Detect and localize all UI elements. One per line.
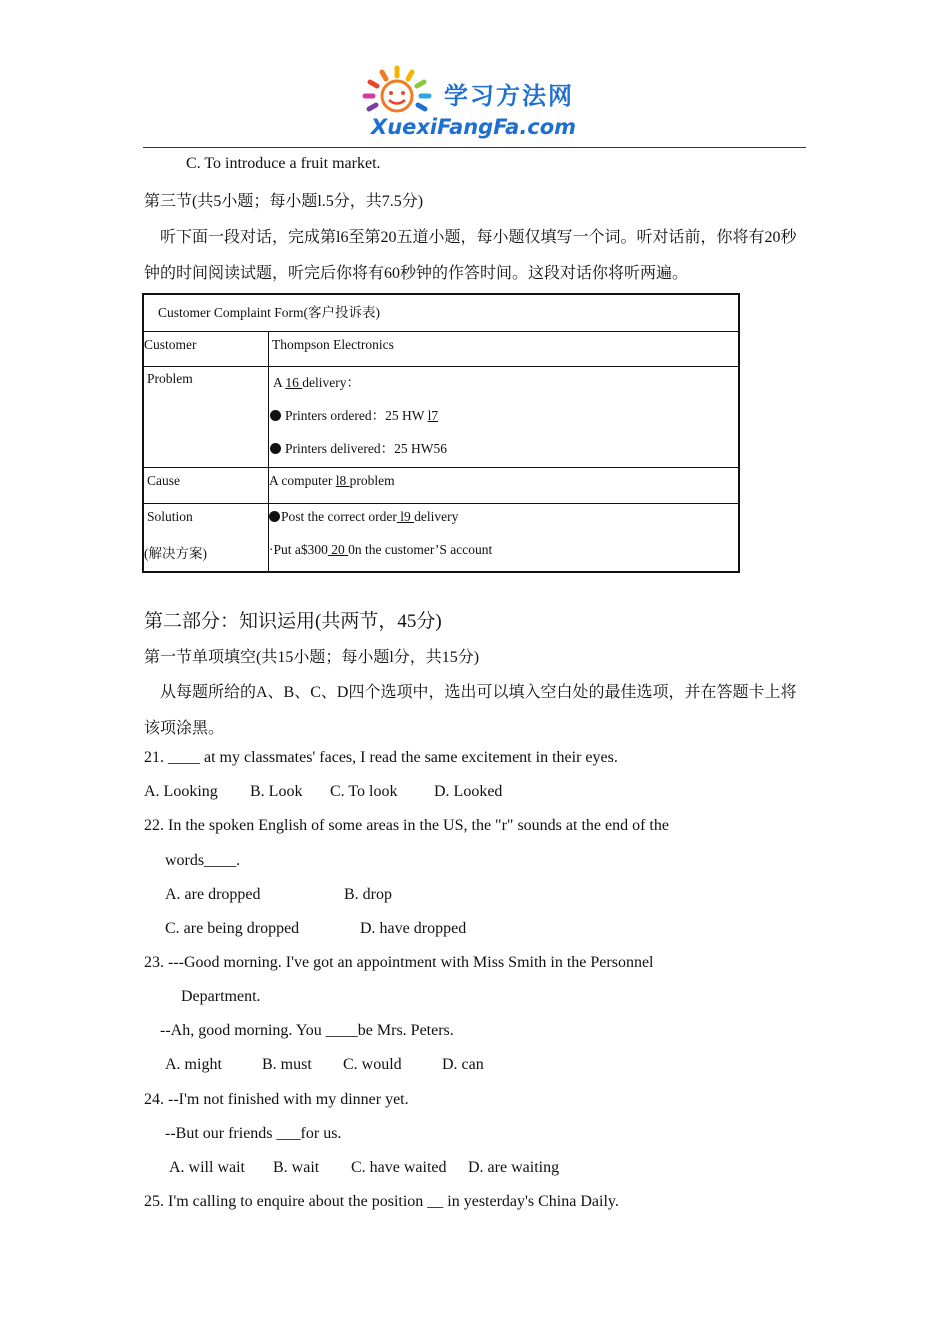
option-a: A. will wait	[169, 1159, 245, 1176]
option-c: C. are being dropped	[165, 920, 300, 937]
section-heading: 第一节单项填空(共15小题；每小题l分，共15分)	[144, 649, 480, 666]
blank-18: l8	[335, 473, 350, 488]
question-24: 24. --I'm not finished with my dinner yet.	[144, 1091, 409, 1108]
option-d: D. can	[442, 1056, 484, 1073]
bullet-icon	[270, 443, 281, 454]
option-a: A. Looking	[144, 783, 218, 800]
solution-label: Solution	[147, 509, 193, 524]
option-c: C. To look	[330, 783, 398, 800]
instruction-line: 该项涂黑。	[144, 720, 225, 737]
option-d: D. Looked	[434, 783, 503, 800]
blank-19: l9	[396, 509, 415, 524]
option-b: B. wait	[273, 1159, 320, 1176]
question-23-cont: Department.	[181, 988, 261, 1005]
section-heading: 第三节(共5小题；每小题l.5分，共7.5分)	[144, 193, 424, 210]
question-21: 21. ____ at my classmates' faces, I read the same excitement in their eyes.	[144, 749, 618, 766]
option-b: B. drop	[344, 886, 392, 903]
logo-chinese-text: 学习方法网	[444, 82, 574, 110]
question-23-reply: --Ah, good morning. You ____be Mrs. Peters.	[160, 1022, 454, 1039]
bullet-icon	[269, 511, 280, 522]
instruction-line: 钟的时间阅读试题，听完后你将有60秒钟的作答时间。这段对话你将听两遍。	[144, 265, 689, 282]
part-heading: 第二部分：知识运用(共两节，45分)	[144, 611, 442, 632]
instruction-line: 从每题所给的A、B、C、D四个选项中，选出可以填入空白处的最佳选项，并在答题卡上将	[160, 684, 797, 701]
bullet-icon	[270, 410, 281, 421]
option-c: C. would	[343, 1056, 402, 1073]
logo-english-text: XuexiFangFa.com	[371, 115, 577, 139]
question-22: 22. In the spoken English of some areas in the US, the "r" sounds at the end of the	[144, 817, 669, 834]
blank-20: 20	[327, 542, 349, 557]
problem-label: Problem	[147, 371, 193, 386]
problem-line-1: A 16 delivery：	[273, 375, 360, 390]
solution-line-2: ·Put a$300 20 0n the customer’S account	[269, 542, 493, 557]
customer-label: Customer	[144, 337, 197, 352]
problem-line-2: Printers ordered：25 HW l7	[270, 404, 438, 424]
solution-label-cn: (解决方案)	[144, 546, 207, 561]
question-24-reply: --But our friends ___for us.	[165, 1125, 342, 1142]
question-22-cont: words____.	[165, 852, 241, 869]
option-c: C. have waited	[351, 1159, 447, 1176]
option-b: B. must	[262, 1056, 312, 1073]
option-b: B. Look	[250, 783, 303, 800]
solution-line-1: Post the correct order l9 delivery	[269, 509, 458, 525]
option-line: C. To introduce a fruit market.	[186, 155, 381, 172]
complaint-form-table	[142, 293, 740, 573]
problem-line-3: Printers delivered：25 HW56	[270, 437, 447, 457]
blank-16: 16	[285, 375, 303, 390]
question-25: 25. I'm calling to enquire about the position __ in yesterday's China Daily.	[144, 1193, 619, 1210]
option-d: D. have dropped	[360, 920, 467, 937]
cause-value: A computer l8 problem	[269, 473, 395, 488]
customer-value: Thompson Electronics	[272, 337, 394, 352]
cause-label: Cause	[147, 473, 180, 488]
header-divider	[143, 147, 806, 148]
sun-logo-icon	[360, 64, 434, 114]
option-d: D. are waiting	[468, 1159, 560, 1176]
option-a: A. are dropped	[165, 886, 261, 903]
form-title: Customer Complaint Form(客户投诉表)	[158, 305, 380, 320]
instruction-line: 听下面一段对话，完成第l6至第20五道小题，每小题仅填写一个词。听对话前，你将有20秒	[160, 229, 797, 246]
option-a: A. might	[165, 1056, 222, 1073]
blank-17: l7	[427, 408, 439, 423]
question-23: 23. ---Good morning. I've got an appointment with Miss Smith in the Personnel	[144, 954, 654, 971]
